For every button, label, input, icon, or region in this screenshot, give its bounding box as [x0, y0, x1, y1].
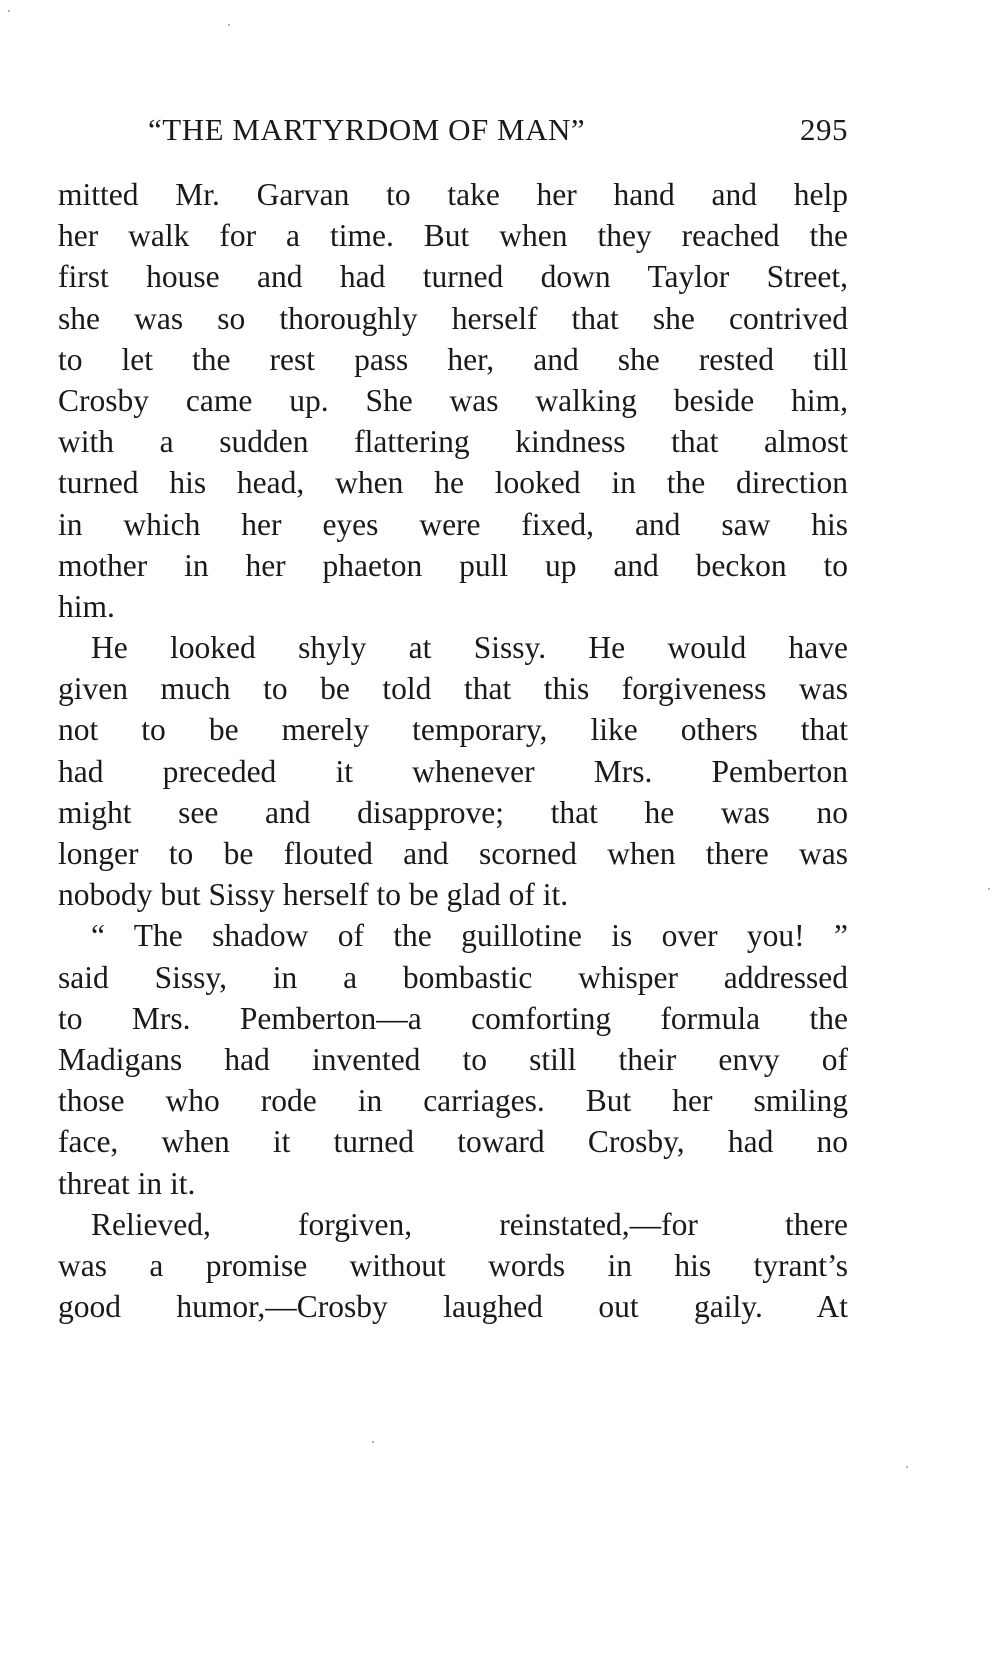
paragraph	[58, 174, 848, 627]
text-line: given much to be told that this forgiveness was	[58, 671, 848, 707]
scan-speck	[906, 1466, 908, 1468]
text-line: not to be merely temporary, like others that	[58, 712, 848, 748]
scan-speck	[988, 888, 990, 890]
text-line: Relieved, forgiven, reinstated,—for there	[91, 1206, 848, 1242]
text-line: him.	[58, 588, 115, 624]
text-line: those who rode in carriages. But her smiling	[58, 1083, 848, 1119]
scan-speck	[372, 1441, 374, 1443]
text-line: first house and had turned down Taylor Street,	[58, 259, 848, 295]
text-line: she was so thoroughly herself that she contrived	[58, 300, 848, 336]
paragraph	[58, 915, 848, 1203]
text-line: with a sudden flattering kindness that almost	[58, 424, 848, 460]
text-line: was a promise without words in his tyrant’s	[58, 1247, 848, 1283]
text-line: Madigans had invented to still their envy of	[58, 1041, 848, 1077]
text-line: said Sissy, in a bombastic whisper addressed	[58, 959, 848, 995]
scan-speck	[8, 10, 10, 12]
text-line: to let the rest pass her, and she rested till	[58, 341, 848, 377]
text-line: threat in it.	[58, 1165, 196, 1201]
text-line: He looked shyly at Sissy. He would have	[91, 630, 848, 666]
page-number: 295	[800, 112, 848, 147]
paragraph	[58, 1204, 848, 1328]
text-line: her walk for a time. But when they reached the	[58, 218, 848, 254]
text-line: mother in her phaeton pull up and beckon to	[58, 547, 848, 583]
text-line: mitted Mr. Garvan to take her hand and help	[58, 177, 848, 212]
text-line: might see and disapprove; that he was no	[58, 794, 848, 830]
paragraph	[58, 627, 848, 915]
text-line: face, when it turned toward Crosby, had no	[58, 1124, 848, 1160]
text-line: to Mrs. Pemberton—a comforting formula the	[58, 1000, 848, 1036]
chapter-title: “THE MARTYRDOM OF MAN”	[148, 112, 586, 147]
text-line: in which her eyes were fixed, and saw his	[58, 506, 848, 542]
text-line: “ The shadow of the guillotine is over you! ”	[91, 918, 848, 954]
text-line: nobody but Sissy herself to be glad of it.	[58, 877, 569, 913]
text-line: Crosby came up. She was walking beside him,	[58, 382, 848, 418]
text-line: had preceded it whenever Mrs. Pemberton	[58, 753, 848, 789]
scan-speck	[228, 24, 230, 26]
text-line: turned his head, when he looked in the direction	[58, 465, 848, 501]
running-head	[148, 112, 848, 152]
text-line: longer to be flouted and scorned when there was	[58, 836, 848, 871]
text-line: good humor,—Crosby laughed out gaily. At	[58, 1289, 848, 1325]
body-text	[58, 174, 848, 1327]
